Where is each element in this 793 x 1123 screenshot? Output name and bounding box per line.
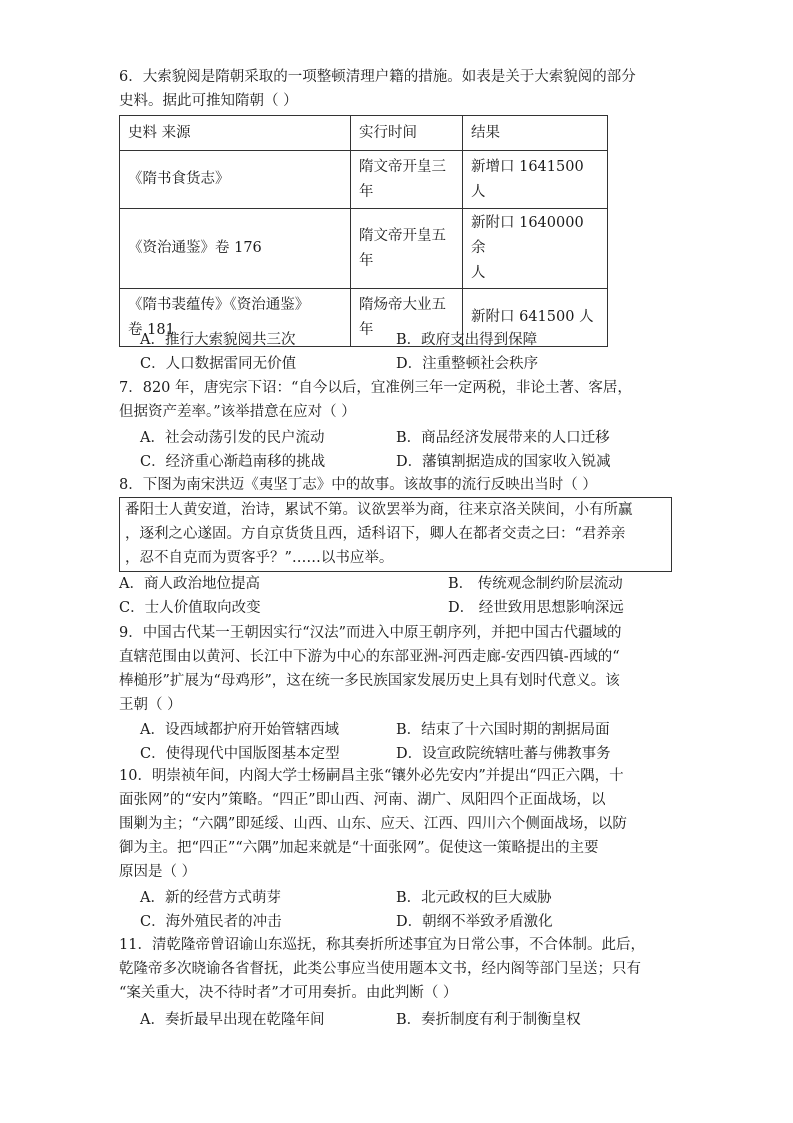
- table-cell-time: 隋文帝开皇三 年: [351, 151, 463, 209]
- q6-option-c: C．人口数据雷同无价值: [140, 356, 297, 372]
- q6-stem-line1: 6．大索貌阅是隋朝采取的一项整顿清理户籍的措施。如表是关于大索貌阅的部分: [119, 69, 636, 85]
- q10-stem-line2: 面张网”的“安内”策略。“四正”即山西、河南、湖广、凤阳四个正面战场，以: [119, 792, 606, 808]
- q10-option-d: D．朝纲不举致矛盾激化: [396, 914, 553, 930]
- table-row: [120, 209, 608, 289]
- table-header-row: [120, 116, 608, 151]
- q9-stem-line2: 直辖范围由以黄河、长江中下游为中心的东部亚洲-河西走廊-安西四镇-西域的“: [119, 649, 620, 665]
- q9-stem-line3: 棒槌形”扩展为“母鸡形”，这在统一多民族国家发展历史上具有划时代意义。该: [119, 673, 620, 689]
- q11-stem-line2: 乾隆帝多次晓谕各省督抚，此类公事应当使用题本文书，经内阁等部门呈送；只有: [119, 961, 641, 977]
- table-header-source: 史料 来源: [120, 116, 351, 151]
- q8-option-a: A．商人政治地位提高: [119, 576, 260, 592]
- q7-stem-line2: 但据资产差率。”该举措意在应对（ ）: [119, 404, 356, 420]
- q9-option-b: B．结束了十六国时期的割据局面: [396, 722, 610, 738]
- table-cell-time: 隋文帝开皇五 年: [351, 209, 463, 289]
- q6-option-a: A．推行大索貌阅共三次: [140, 332, 296, 348]
- q6-option-b: B．政府支出得到保障: [396, 332, 538, 348]
- q10-stem-line3: 围剿为主；“六隅”即延绥、山西、山东、应天、江西、四川六个侧面战场，以防: [119, 816, 627, 832]
- q11-stem-line3: “案关重大，决不待时者”才可用奏折。由此判断（ ）: [119, 985, 458, 1001]
- table-cell-source: 《隋书食货志》: [120, 151, 351, 209]
- q10-option-a: A．新的经营方式萌芽: [140, 890, 281, 906]
- q8-option-c: C．士人价值取向改变: [119, 600, 261, 616]
- table-cell-source: 《隋书裴蕴传》《资治通鉴》 卷 181: [120, 289, 351, 347]
- q8-quote-line2: ，逐利之心遂固。方自京货货且西，适科诏下，卿人在都者交责之曰：“君养亲: [125, 526, 626, 542]
- table-header-result: 结果: [463, 116, 608, 151]
- q6-source-table: [119, 115, 608, 347]
- q8-stem: 8．下图为南宋洪迈《夷坚丁志》中的故事。该故事的流行反映出当时（ ）: [119, 477, 597, 493]
- q9-stem-line1: 9．中国古代某一王朝因实行“汉法”而进入中原王朝序列，并把中国古代疆域的: [119, 625, 622, 641]
- q7-option-d: D．藩镇割据造成的国家收入锐减: [396, 454, 611, 470]
- q8-quote-line1: 番阳士人黄安道，治诗，累试不第。议欲罢举为商，往来京洛关陕间，小有所赢: [125, 502, 633, 518]
- q6-option-d: D．注重整顿社会秩序: [396, 356, 539, 372]
- q8-option-b: B． 传统观念制约阶层流动: [448, 576, 623, 592]
- q8-option-d: D． 经世致用思想影响深远: [448, 600, 624, 616]
- q9-option-a: A．设西域都护府开始管辖西域: [140, 722, 339, 738]
- q10-stem-line4: 御为主。把“四正”“六隅”加起来就是“十面张网”。促使这一策略提出的主要: [119, 840, 599, 856]
- q10-option-b: B．北元政权的巨大威胁: [396, 890, 552, 906]
- q9-option-d: D．设宣政院统辖吐蕃与佛教事务: [396, 746, 611, 762]
- q7-option-c: C．经济重心渐趋南移的挑战: [140, 454, 326, 470]
- table-row: [120, 151, 608, 209]
- q11-option-b: B．奏折制度有利于制衡皇权: [396, 1012, 581, 1028]
- q8-quote-box: [119, 497, 672, 572]
- q8-quote-line3: ，忍不自克而为贾客乎？”……以书应举。: [125, 550, 394, 566]
- q6-stem-line2: 史料。据此可推知隋朝（ ）: [119, 93, 298, 109]
- q7-option-b: B．商品经济发展带来的人口迁移: [396, 430, 610, 446]
- table-cell-source: 《资治通鉴》卷 176: [120, 209, 351, 289]
- q9-option-c: C．使得现代中国版图基本定型: [140, 746, 340, 762]
- table-header-time: 实行时间: [351, 116, 463, 151]
- table-cell-time: 隋炀帝大业五 年: [351, 289, 463, 347]
- q10-option-c: C．海外殖民者的冲击: [140, 914, 282, 930]
- q11-stem-line1: 11．清乾隆帝曾诏谕山东巡抚，称其奏折所述事宜为日常公事，不合体制。此后，: [119, 937, 645, 953]
- table-cell-result: 新增口 1641500 人: [463, 151, 608, 209]
- q10-stem-line1: 10．明崇祯年间，内阁大学士杨嗣昌主张“镶外必先安内”并提出“四正六隅，十: [119, 768, 624, 784]
- q7-option-a: A．社会动荡引发的民户流动: [140, 430, 325, 446]
- q10-stem-line5: 原因是（ ）: [119, 864, 197, 880]
- q11-option-a: A．奏折最早出现在乾隆年间: [140, 1012, 325, 1028]
- table-cell-result: 新附口 641500 人: [463, 289, 608, 347]
- q9-stem-line4: 王朝（ ）: [119, 697, 182, 713]
- q7-stem-line1: 7．820 年，唐宪宗下诏：“自今以后，宜准例三年一定两税，非论土著、客居，: [119, 380, 632, 396]
- table-cell-result: 新附口 1640000 余 人: [463, 209, 608, 289]
